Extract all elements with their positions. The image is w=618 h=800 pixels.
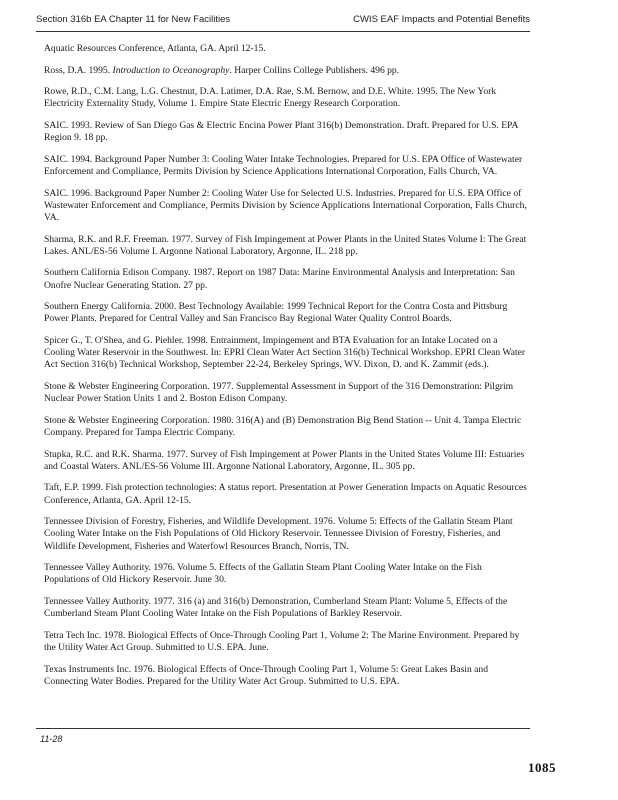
header-section-title: CWIS EAF Impacts and Potential Benefits	[353, 14, 530, 25]
reference-list	[44, 43, 528, 697]
reference-entry-title: Introduction to Oceanography	[112, 64, 230, 76]
reference-entry: Taft, E.P. 1999. Fish protection technologies: A status report. Presentation at Power Generation Impacts on Aquatic Resources Conference, Atlanta, GA. April 12-15.	[44, 482, 527, 506]
reference-entry-lead: Ross, D.A. 1995.	[44, 64, 113, 76]
reference-entry: Aquatic Resources Conference, Atlanta, GA. April 12-15.	[44, 43, 266, 54]
page-number: 11-28	[40, 734, 63, 744]
reference-entry: Sharma, R.K. and R.F. Freeman. 1977. Survey of Fish Impingement at Power Plants in the United States Volume I: The Great Lakes. ANL/ES-56 Volume I. Argonne National Laboratory, Argonne, IL. 218 pp.	[44, 233, 527, 257]
reference-entry: Southern California Edison Company. 1987. Report on 1987 Data: Marine Environmental Analysis and Interpretation: San Onofre Nuclear Generating Station. 27 pp.	[44, 267, 515, 291]
header-document-title: Section 316b EA Chapter 11 for New Facilities	[36, 14, 231, 25]
reference-entry: Tennessee Valley Authority. 1977. 316 (a) and 316(b) Demonstration, Cumberland Steam Plant: Volume 5, Effects of the Cumberland Steam Plant Cooling Water Intake on the Fish Populations of Barkley Reservoir.	[44, 595, 508, 620]
reference-entry: Stone & Webster Engineering Corporation. 1977. Supplemental Assessment in Support of the 316 Demonstration: Pilgrim Nuclear Power Station Units 1 and 2. Boston Edison Company.	[44, 380, 514, 405]
reference-entry: Southern Energy California. 2000. Best Technology Available: 1999 Technical Report for the Contra Costa and Pittsburg Power Plants. Prepared for Central Valley and San Francisco Bay Regional Water Quality Control Boards.	[44, 301, 508, 325]
reference-entry: Stupka, R.C. and R.K. Sharma. 1977. Survey of Fish Impingement at Power Plants in the United States Volume III: Estuaries and Coastal Waters. ANL/ES-56 Volume III. Argonne National Laboratory, Argonne, IL. 305 pp.	[44, 448, 525, 472]
reference-entry: Spicer G., T. O'Shea, and G. Piehler. 1998. Entrainment, Impingement and BTA Evaluation for an Intake Located on a Cooling Water Reservoir in the Southwest. In: EPRI Clean Water Act Section 316(b) Technical Workshop. EPRI Clean Water Act Section 316(b) Technical Workshop, September 22-24, Berkeley Springs, WV. Dixon, D. and K. Zammit (eds.).	[44, 334, 526, 371]
reference-entry: Tetra Tech Inc. 1978. Biological Effects of Once-Through Cooling Part 1, Volume 2: The Marine Environment. Prepared by the Utility Water Act Group. Submitted to U.S. EPA. June.	[44, 629, 520, 653]
footer-rule	[36, 728, 530, 729]
reference-entry: SAIC. 1993. Review of San Diego Gas & Electric Encina Power Plant 316(b) Demonstration. Draft. Prepared for U.S. EPA Region 9. 18 pp.	[44, 119, 518, 144]
reference-entry: SAIC. 1996. Background Paper Number 2: Cooling Water Use for Selected U.S. Industries. Prepared for U.S. EPA Office of Wastewater Enforcement and Compliance, Permits Division by Science Applications International Corporation, Falls Church, VA.	[44, 187, 527, 223]
reference-entry	[44, 65, 528, 77]
reference-entry: SAIC. 1994. Background Paper Number 3: Cooling Water Intake Technologies. Prepared for U.S. EPA Office of Wastewater Enforcement and Compliance, Permits Division by Science Applications International Corporation, Falls Church, VA.	[44, 153, 523, 177]
reference-entry: Tennessee Division of Forestry, Fisheries, and Wildlife Development. 1976. Volume 5: Effects of the Gallatin Steam Plant Cooling Water Intake on the Fish Populations of Old Hickory Reservoir. Tennessee Division of Forestry, Fisheries, and Wildlife Development, Fisheries and Waterfowl Resources Branch, Norris, TN.	[44, 516, 513, 552]
reference-entry: Texas Instruments Inc. 1976. Biological Effects of Once-Through Cooling Part 1, Volume 5: Great Lakes Basin and Connecting Water Bodies. Prepared for the Utility Water Act Group. Submitted to U.S. EPA.	[44, 663, 489, 687]
reference-entry-tail: . Harper Collins College Publishers. 496 pp.	[229, 64, 400, 76]
bates-stamp: 1085	[528, 760, 556, 775]
reference-entry: Tennessee Valley Authority. 1976. Volume 5. Effects of the Gallatin Steam Plant Cooling Water Intake on the Fish Populations of Old Hickory Reservoir. June 30.	[44, 562, 482, 586]
header-rule	[36, 31, 530, 32]
reference-entry: Rowe, R.D., C.M. Lang, L.G. Chestnut, D.A. Latimer, D.A. Rae, S.M. Bernow, and D.E. White. 1995. The New York Electricity Externality Study, Volume 1. Empire State Electric Energy Research Corporation.	[44, 86, 497, 110]
reference-entry: Stone & Webster Engineering Corporation. 1980. 316(A) and (B) Demonstration Big Bend Station -- Unit 4. Tampa Electric Company. Prepared for Tampa Electric Company.	[44, 414, 522, 438]
